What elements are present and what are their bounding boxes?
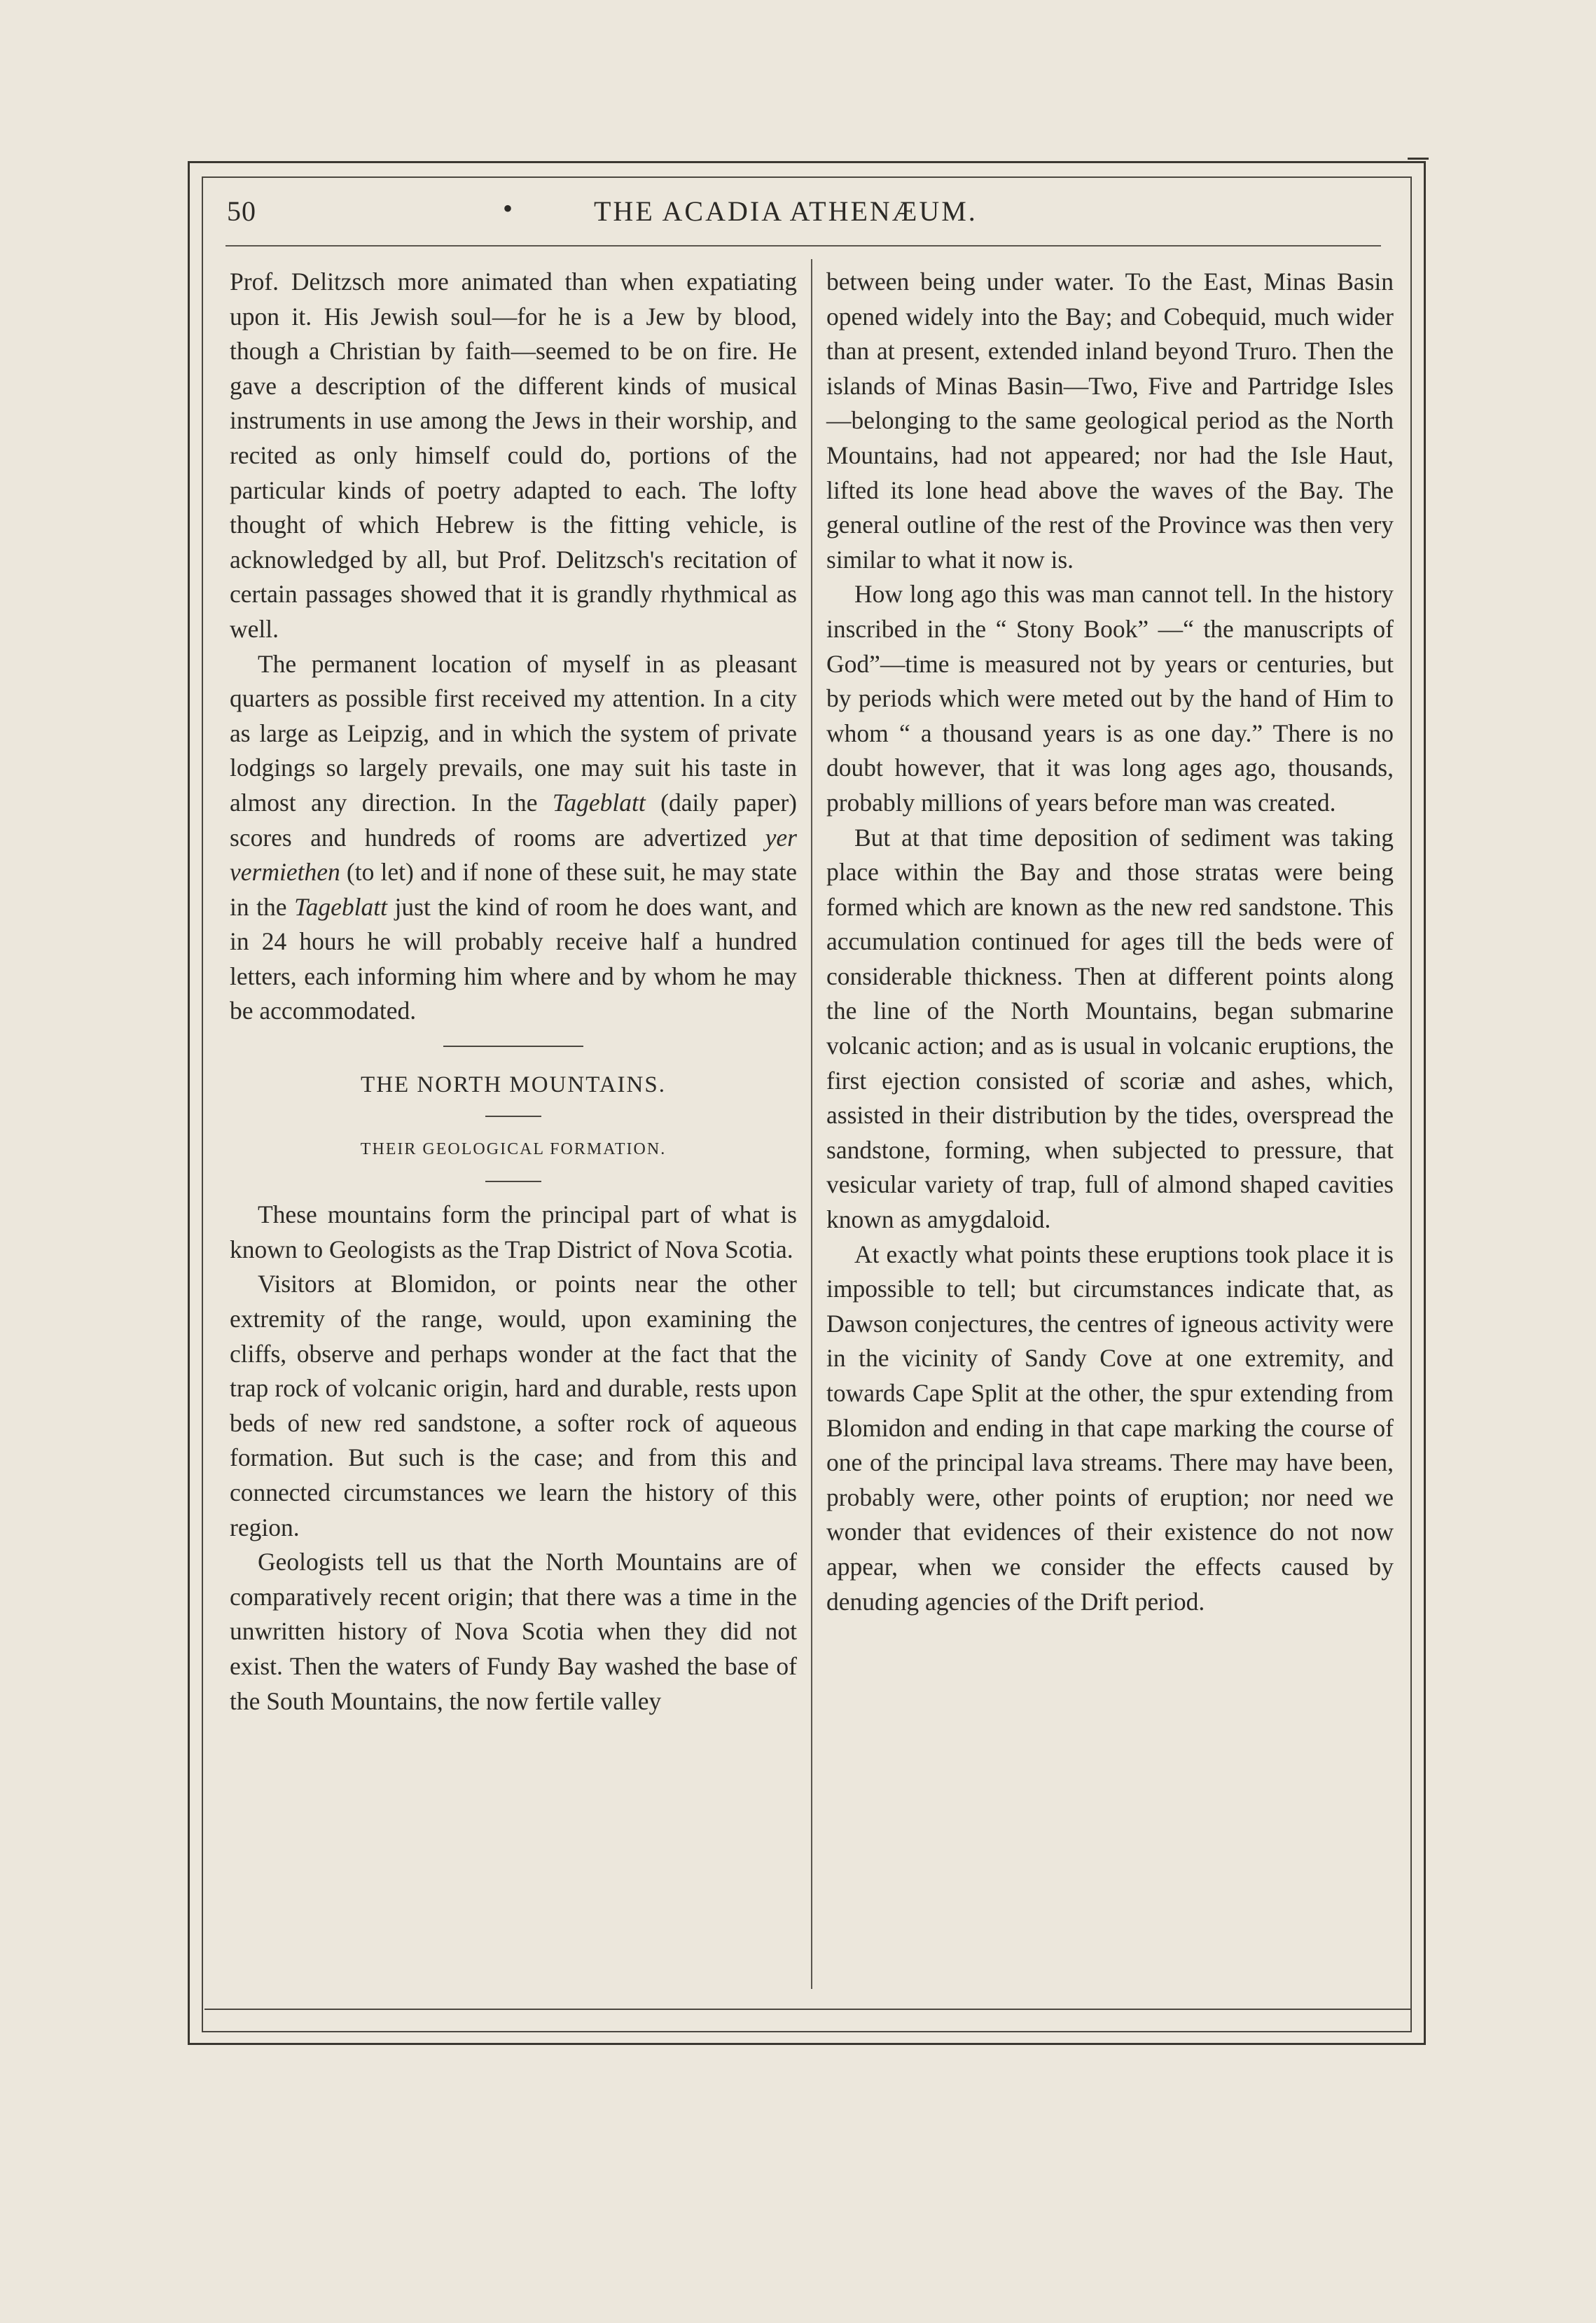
section-subtitle: THEIR GEOLOGICAL FORMATION. <box>360 1139 667 1158</box>
text-run: The permanent location of myself in as pleasant quarters as possible first received my attention. In a city as large as Leipzig, and in which the system of private lodgings so largely prevails, one may suit his taste in almost any direction. In the <box>230 649 797 817</box>
paragraph: between being under water. To the East, Minas Basin opened widely into the Bay; and Cobequid, much wider than at present, extended inland beyond Truro. Then the islands of Minas Basin—Two, Five and Partridge Isles—belonging to the same geological period as the North Mountains, had not appeared; nor had the Isle Haut, lifted its lone head above the waves of the Bay. The general outline of the rest of the Province was then very similar to what it now is. <box>826 268 1394 574</box>
left-column <box>230 265 797 1719</box>
short-divider <box>485 1116 541 1117</box>
right-column <box>826 265 1394 1619</box>
paragraph <box>230 647 797 1029</box>
header-separator: • <box>503 193 513 224</box>
bottom-rule <box>204 2009 1410 2010</box>
paragraph: Visitors at Blomidon, or points near the other extremity of the range, would, upon examining the cliffs, observe and perhaps wonder at the fact that the trap rock of volcanic origin, hard and durable, rests upon beds of new red sandstone, a softer rock of aqueous formation. But such is the case; and from this and connected circumstances we learn the history of this region. <box>230 1270 797 1541</box>
text-run: just the kind of room he does want, and in 24 hours he will probably receive half a hundred letters, each informing him where and by whom he may be accommodated. <box>230 892 797 1025</box>
paragraph: Geologists tell us that the North Mountains are of comparatively recent origin; that there was a time in the unwritten history of Nova Scotia when they did not exist. Then the waters of Fundy Bay washed the base of the South Mountains, the now fertile valley <box>230 1548 797 1715</box>
page-number: 50 <box>227 195 256 227</box>
page-header <box>223 189 1385 238</box>
paragraph: At exactly what points these eruptions took place it is impossible to tell; but circumstances indicate that, as Dawson conjectures, the centres of igneous activity were in the vicinity of Sandy Cove at one extremity, and towards Cape Split at the other, the spur extending from Blomidon and ending in that cape marking the course of one of the principal lava streams. There may have been, probably were, other points of eruption; nor need we wonder that evidences of their existence do not now appear, when we consider the effects caused by denuding agencies of the Drift period. <box>826 1240 1394 1616</box>
paragraph: How long ago this was man cannot tell. In the history inscribed in the “ Stony Book” —“ the manuscripts of God”—time is measured not by years or centuries, but by periods which were meted out by the hand of Him to whom “ a thousand years is as one day.” There is no doubt however, that it was long ages ago, thousands, probably millions of years before man was created. <box>826 580 1394 817</box>
journal-title: THE ACADIA ATHENÆUM. <box>594 195 978 227</box>
paragraph: Prof. Delitzsch more animated than when expatiating upon it. His Jewish soul—for he is a Jew by blood, though a Christian by faith—seemed to be on fire. He gave a description of the different kinds of musical instruments in use among the Jews in their worship, and recited as only himself could do, portions of the particular kinds of poetry adapted to each. The lofty thought of which Hebrew is the fitting vehicle, is acknowledged by all, but Prof. Delitzsch's recitation of certain passages showed that it is grandly rhythmical as well. <box>230 268 797 643</box>
corner-mark <box>1408 158 1429 160</box>
column-divider <box>811 259 812 1989</box>
text-run: (daily paper) scores and hundreds of rooms are advertized <box>230 788 797 852</box>
text-run: (to let) and if none of these suit, he may state in the <box>230 858 797 921</box>
italic-word: Tageblatt <box>552 788 646 817</box>
section-divider <box>443 1046 583 1047</box>
paragraph: These mountains form the principal part of what is known to Geologists as the Trap District of Nova Scotia. <box>230 1200 797 1263</box>
italic-word: yer vermiethen <box>230 823 797 887</box>
section-title: THE NORTH MOUNTAINS. <box>361 1072 666 1098</box>
header-rule <box>225 245 1381 247</box>
paragraph: But at that time deposition of sediment was taking place within the Bay and those stratas were being formed which are known as the new red sandstone. This accumulation continued for ages till the beds were of considerable thickness. Then at different points along the line of the North Mountains, began submarine volcanic action; and as is usual in volcanic eruptions, the first ejection consisted of scoriæ and ashes, which, assisted in their distribution by the tides, overspread the sandstone, forming, when subjected to pressure, that vesicular variety of trap, full of almond shaped cavities known as amygdaloid. <box>826 823 1394 1234</box>
italic-word: Tageblatt <box>294 892 387 921</box>
short-divider <box>485 1181 541 1182</box>
